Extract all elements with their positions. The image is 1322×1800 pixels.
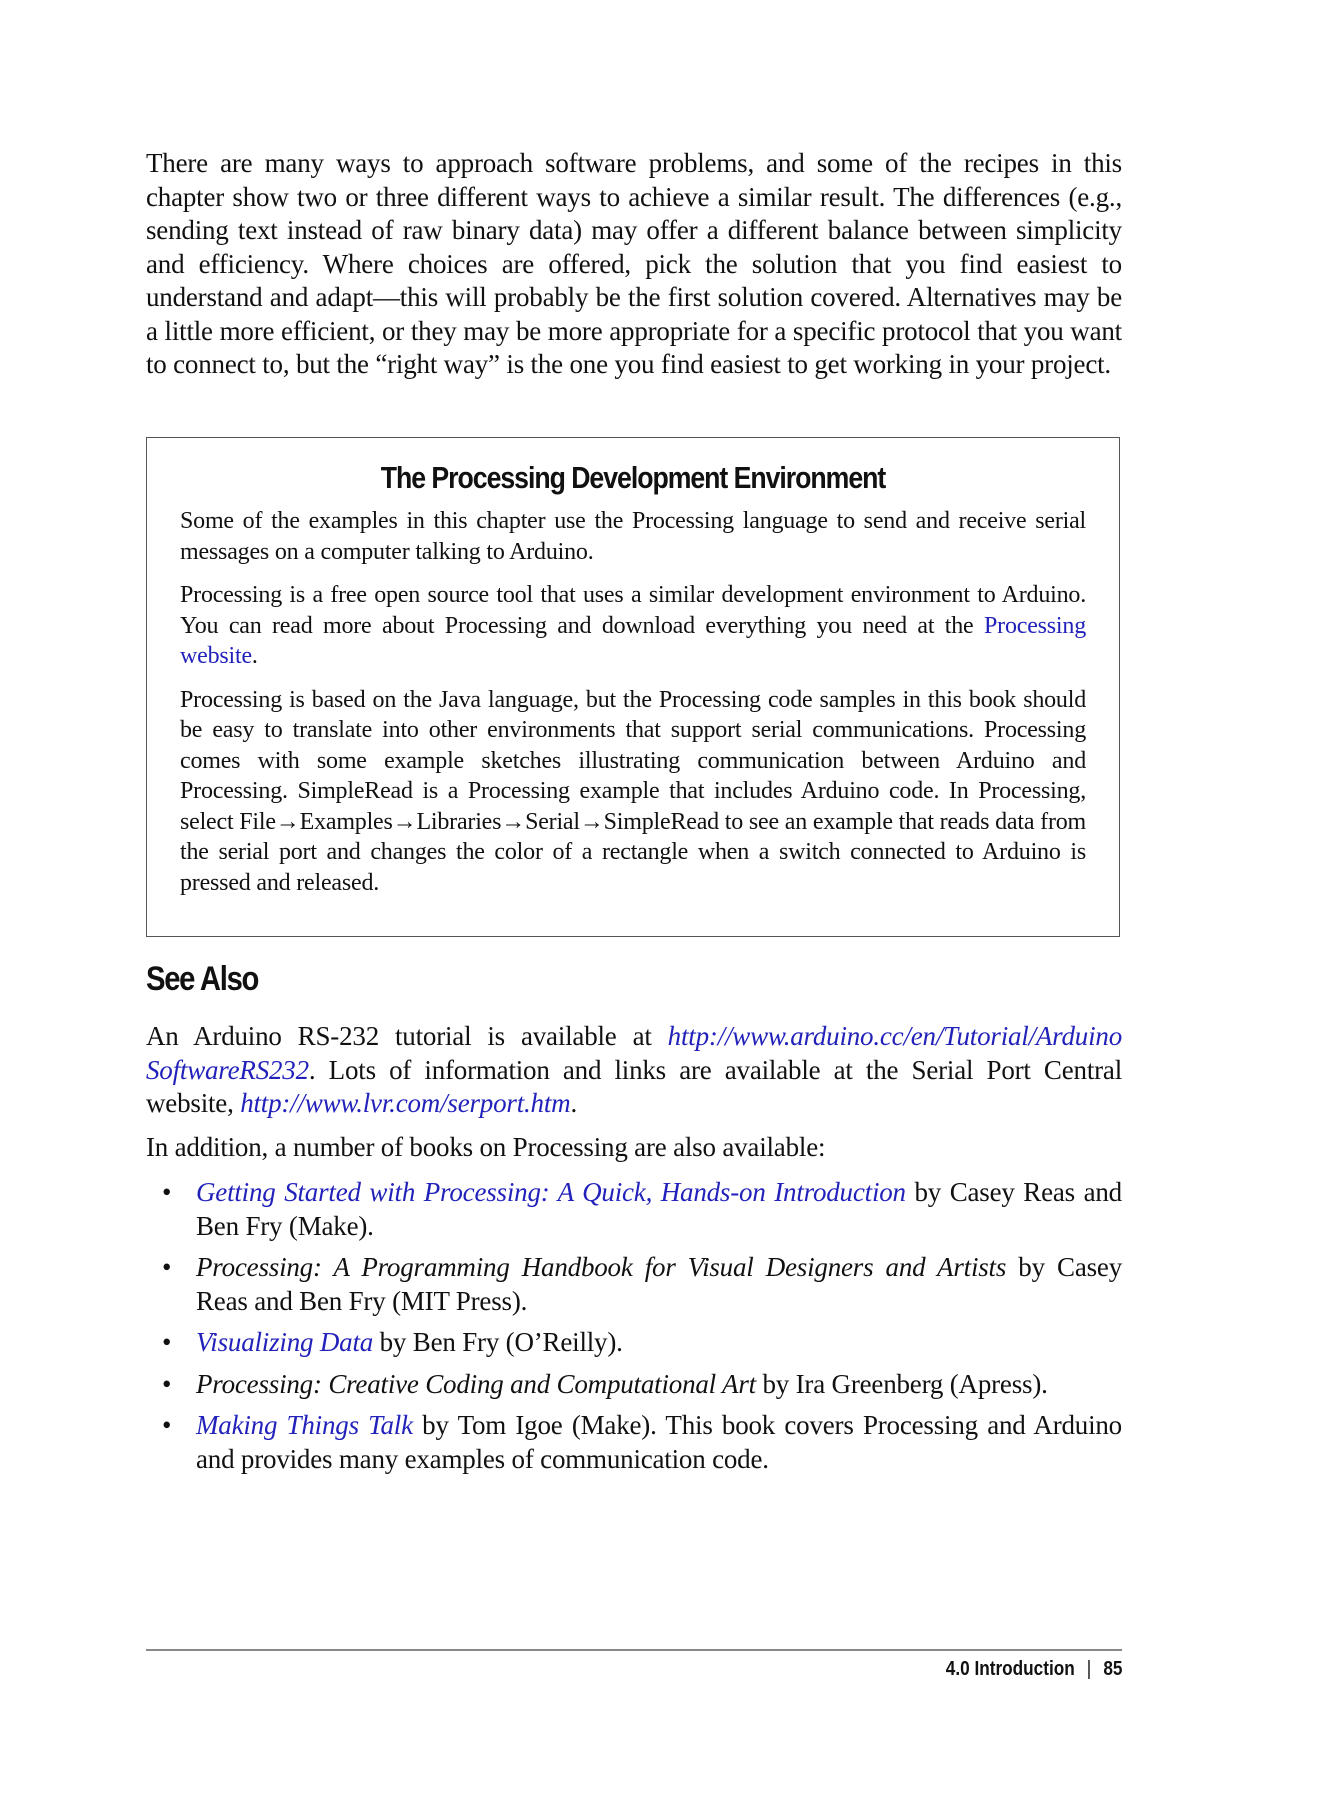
page-footer: [945, 1658, 1122, 1681]
sidebar-box: [146, 437, 1120, 937]
book-details: by Ben Fry (O’Reilly).: [373, 1327, 623, 1357]
footer-separator: |: [1086, 1658, 1091, 1680]
bullet-icon: •: [162, 1252, 172, 1282]
bullet-icon: •: [162, 1327, 172, 1357]
sidebar-paragraph-2-text: Processing is a free open source tool that uses a similar development environment to Arduino. You can read more about Processing and download everything you need at the: [180, 582, 1086, 639]
sidebar-paragraph-3: Processing is based on the Java language, but the Processing code samples in this book should be easy to translate into other environments that support serial communications. Processing comes with some example sketches illustrating communication between Arduino and Processing. SimpleRead is a Processing example that includes Arduino code. In Processing, select File→Examples→Libraries→Serial→SimpleRead to see an example that reads data from the serial port and changes the color of a rectangle when a switch connected to Arduino is pressed and released.: [180, 686, 1086, 896]
list-item: [146, 1176, 1122, 1243]
see-also-text-2: . Lots of information and links are available at the Serial Port Central website,: [146, 1054, 1122, 1118]
bullet-icon: •: [162, 1177, 172, 1207]
list-item: [146, 1368, 1122, 1402]
bullet-icon: •: [162, 1410, 172, 1440]
list-item: [146, 1409, 1122, 1476]
processing-website-link[interactable]: Processing website: [180, 612, 1086, 669]
page-number: 85: [1102, 1658, 1122, 1680]
book-title-link[interactable]: Making Things Talk: [196, 1410, 413, 1440]
book-details: by Ira Greenberg (Apress).: [755, 1368, 1048, 1399]
book-title-link[interactable]: Getting Started with Processing: A Quick, Hands-on Introduction: [196, 1177, 906, 1207]
serport-link[interactable]: http://www.lvr.com/serport.htm: [240, 1088, 571, 1118]
sidebar-paragraph-1: Some of the examples in this chapter use the Processing language to send and receive serial messages on a computer talking to Arduino.: [180, 508, 1086, 565]
footer-section: 4.0 Introduction: [945, 1658, 1075, 1680]
bullet-icon: •: [162, 1368, 172, 1399]
book-title: Processing: A Programming Handbook for Visual Designers and Artists: [196, 1252, 1007, 1282]
book-details: by Casey Reas and Ben Fry (MIT Press).: [196, 1252, 1122, 1316]
list-item: [146, 1251, 1122, 1318]
footer-rule: [146, 1649, 1122, 1651]
intro-paragraph: There are many ways to approach software problems, and some of the recipes in this chapter show two or three different ways to achieve a similar result. The differences (e.g., sending text instead of raw binary data) may offer a different balance between simplicity and efficiency. Where choices are offered, pick the solution that you find easiest to understand and adapt—this will probably be the first solution covered. Alternatives may be a little more efficient, or they may be more appropriate for a specific protocol that you want to connect to, but the “right way” is the one you find easiest to get working in your project.: [146, 148, 1122, 379]
book-details: by Casey Reas and Ben Fry (Make).: [196, 1177, 1122, 1241]
see-also-text-3: .: [570, 1088, 578, 1118]
arduino-tutorial-link[interactable]: http://www.arduino.cc/en/Tutorial/Arduino SoftwareRS232: [146, 1021, 1122, 1085]
book-details: by Tom Igoe (Make). This book covers Processing and Arduino and provides many examples of communication code.: [196, 1410, 1122, 1474]
see-also-text-1: An Arduino RS-232 tutorial is available at: [146, 1021, 668, 1051]
see-also-paragraph: [146, 1020, 1122, 1121]
sidebar-paragraph-2-end: .: [251, 643, 258, 669]
book-list: [146, 1176, 1122, 1484]
list-item: [146, 1326, 1122, 1360]
sidebar-paragraph-2: [180, 580, 1086, 672]
book-title-link[interactable]: Visualizing Data: [196, 1327, 374, 1357]
see-also-heading: See Also: [146, 960, 259, 998]
sidebar-title: The Processing Development Environment: [380, 460, 886, 495]
books-intro: In addition, a number of books on Processing are also available:: [146, 1132, 826, 1162]
book-title: Processing: Creative Coding and Computational Art: [196, 1368, 756, 1399]
